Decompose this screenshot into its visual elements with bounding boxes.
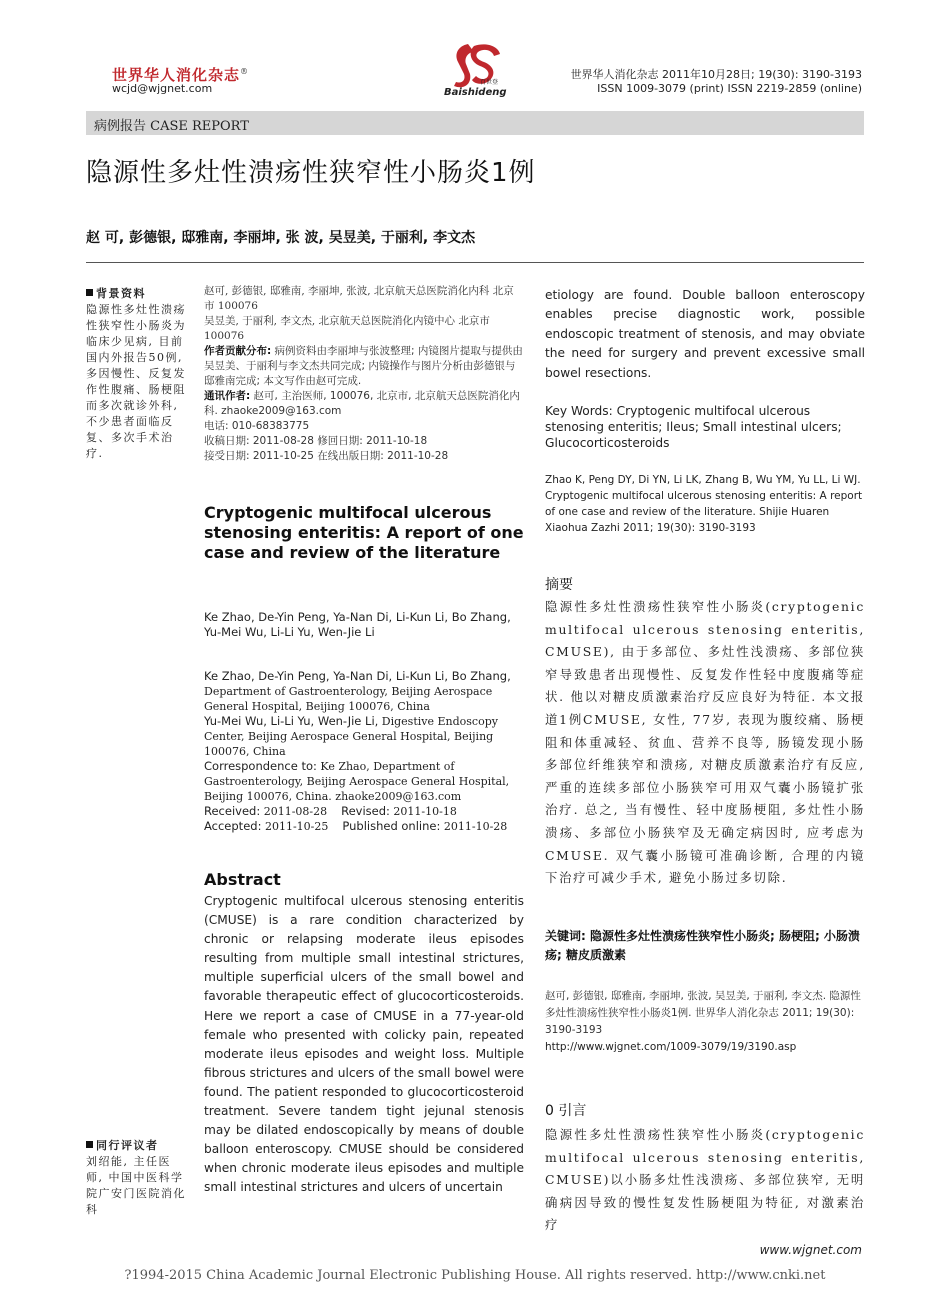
cnki-watermark: ?1994-2015 China Academic Journal Electronic Publishing House. All rights reserved. http://www.cnki.net (124, 1268, 826, 1283)
article-title-cn: 隐源性多灶性溃疡性狭窄性小肠炎1例 (86, 158, 536, 188)
aff-en-1: Ke Zhao, De-Yin Peng, Ya-Nan Di, Li-Kun Li, Bo Zhang, Department of Gastroenterology, Beijing Aerospace General Hospital, Beijing 100076, China (204, 669, 511, 713)
footer-url[interactable]: www.wjgnet.com (759, 1243, 862, 1257)
intro-body: 隐源性多灶性溃疡性狭窄性小肠炎(cryptogenic multifocal ulcerous stenosing enteritis, CMUSE)以小肠多灶性浅溃疡、多部位狭窄, 无明确病因导致的慢性复发性肠梗阻为特征, 对激素治疗 (545, 1127, 865, 1233)
citation-cn (545, 988, 865, 1056)
authors-en: Ke Zhao, De-Yin Peng, Ya-Nan Di, Li-Kun Li, Bo Zhang, Yu-Mei Wu, Li-Li Yu, Wen-Jie Li (204, 610, 511, 639)
aff-cn-line1: 赵可, 彭德银, 邸雅南, 李丽坤, 张波, 北京航天总医院消化内科 北京市 100076 (204, 285, 514, 312)
aff-en-received: Received: 2011-08-28 Revised: 2011-10-18 (204, 804, 457, 818)
section-label: 病例报告 CASE REPORT (94, 119, 249, 134)
aff-cn-corr: 通讯作者: 赵可, 主治医师, 100076, 北京市, 北京航天总医院消化内科. zhaoke2009@163.com (204, 390, 520, 417)
sidebar-reviewer-text: 刘绍能, 主任医师, 中国中医科学院广安门医院消化科 (86, 1155, 186, 1216)
section-bar (86, 111, 864, 135)
sidebar-reviewer (86, 1138, 186, 1218)
header-rule (86, 262, 864, 263)
sidebar-reviewer-head: 同行评议者 (86, 1138, 186, 1154)
journal-email[interactable]: wcjd@wjgnet.com (112, 82, 213, 95)
keywords-en: Key Words: Cryptogenic multifocal ulcerous stenosing enteritis; Ileus; Small intestinal ulcers; Glucocorticosteroids (545, 404, 842, 450)
abstract-heading-cn: 摘要 (545, 577, 573, 593)
aff-en-accepted: Accepted: 2011-10-25 Published online: 2011-10-28 (204, 819, 508, 833)
sidebar-background (86, 286, 186, 462)
publisher-logo-cn: 百世登 (480, 79, 499, 86)
abstract-body-cn: 隐源性多灶性溃疡性狭窄性小肠炎(cryptogenic multifocal ulcerous stenosing enteritis, CMUSE), 由于多部位、多灶性浅溃疡、多部位狭窄导致患者出现慢性、反复发作性轻中度腹痛等症状. 他以对糖皮质激素治疗反应良好为特征. 本文报道1例CMUSE, 女性, 77岁, 表现为腹绞痛、肠梗阻和体重减轻、贫血、营养不良等, 肠镜发现小肠多部位纤维狭窄和溃疡, 对糖皮质激素治疗有反应, 严重的连续多部位小肠狭窄可用双气囊小肠镜扩张治疗. 总之, 当有慢性、轻中度肠梗阻, 多灶性小肠溃疡、多部位小肠狭窄及无确定病因时, 应考虑为CMUSE. 双气囊小肠镜可准确诊断, 合理的内镜下治疗可减少手术, 避免小肠过多切除. (545, 599, 865, 886)
header-issn: ISSN 1009-3079 (print) ISSN 2219-2859 (online) (597, 82, 862, 95)
abstract-body-en-right: etiology are found. Double balloon enteroscopy enables precise diagnostic work, possible endoscopic treatment of stenosis, and may obviate the need for surgery and prevent excessive small bowel resections. (545, 288, 865, 380)
aff-en-corr: Correspondence to: Ke Zhao, Department of Gastroenterology, Beijing Aerospace General Hospital, Beijing 100076, China. zhaoke2009@163.com (204, 759, 510, 803)
article-title-en: Cryptogenic multifocal ulcerous stenosing enteritis: A report of one case and review of the literature (204, 503, 524, 562)
header-citation: 世界华人消化杂志 2011年10月28日; 19(30): 3190-3193 (570, 68, 862, 81)
citation-cn-url[interactable]: http://www.wjgnet.com/1009-3079/19/3190.asp (545, 1041, 797, 1053)
keywords-cn: 关键词: 隐源性多灶性溃疡性狭窄性小肠炎; 肠梗阻; 小肠溃疡; 糖皮质激素 (545, 929, 860, 962)
aff-en-2: Yu-Mei Wu, Li-Li Yu, Wen-Jie Li, Digestive Endoscopy Center, Beijing Aerospace General Hospital, Beijing 100076, China (204, 714, 498, 758)
affiliations-cn (204, 284, 524, 464)
aff-cn-line2: 吴昱美, 于丽利, 李文杰, 北京航天总医院消化内镜中心 北京市 100076 (204, 315, 490, 342)
aff-cn-accepted: 接受日期: 2011-10-25 在线出版日期: 2011-10-28 (204, 450, 449, 462)
aff-cn-received: 收稿日期: 2011-08-28 修回日期: 2011-10-18 (204, 435, 428, 447)
sidebar-background-text: 隐源性多灶性溃疡性狭窄性小肠炎为临床少见病, 目前国内外报告50例, 多因慢性、反复发作性腹痛、肠梗阻而多次就诊外科, 不少患者面临反复、多次手术治疗. (86, 303, 186, 460)
baishideng-logo (438, 40, 518, 102)
citation-cn-text: 赵可, 彭德银, 邸雅南, 李丽坤, 张波, 吴昱美, 于丽利, 李文杰. 隐源性多灶性溃疡性狭窄性小肠炎1例. 世界华人消化杂志 2011; 19(30): 3190-3193 (545, 990, 861, 1036)
section-intro-heading: 0 引言 (545, 1103, 587, 1119)
abstract-heading-en: Abstract (204, 870, 281, 889)
registered-mark: ® (240, 67, 250, 76)
sidebar-background-head: 背景资料 (86, 286, 186, 302)
aff-cn-contrib: 作者贡献分布: 病例资料由李丽坤与张波整理; 内镜图片提取与提供由吴昱美、于丽利与李文杰共同完成; 内镜操作与图片分析由彭德银与邸雅南完成; 本文写作由赵可完成. (204, 345, 523, 387)
affiliations-en (204, 669, 524, 834)
abstract-body-en-left: Cryptogenic multifocal ulcerous stenosing enteritis (CMUSE) is a rare condition characterized by chronic or relapsing moderate ileus episodes resulting from multiple small intestinal strictures, multiple superficial ulcers of the small bowel and favorable therapeutic effect of glucocorticosteroids. Here we report a case of CMUSE in a 77-year-old female who presented with colicky pain, repeated moderate ileus episodes and weight loss. Multiple fibrous strictures and ulcers of the small bowel were found. The patient responded to glucocorticosteroid treatment. Severe tandem tight jejunal stenosis may be dilated endoscopically by means of double balloon enteroscopy. CMUSE should be considered when chronic moderate ileus episodes and multiple small intestinal strictures and ulcers of uncertain (204, 894, 524, 1195)
square-bullet-icon (86, 1141, 93, 1148)
authors-cn: 赵 可, 彭德银, 邸雅南, 李丽坤, 张 波, 吴昱美, 于丽利, 李文杰 (86, 230, 476, 246)
square-bullet-icon (86, 289, 93, 296)
publisher-logo-en: Baishideng (444, 87, 507, 98)
citation-en: Zhao K, Peng DY, Di YN, Li LK, Zhang B, Wu YM, Yu LL, Li WJ. Cryptogenic multifocal ulcerous stenosing enteritis: A report of one case and review of the literature. Shijie Huaren Xiaohua Zazhi 2011; 19(30): 3190-3193 (545, 474, 863, 534)
aff-cn-phone: 电话: 010-68383775 (204, 420, 310, 432)
journal-logo-text: 世界华人消化杂志 (112, 66, 241, 84)
